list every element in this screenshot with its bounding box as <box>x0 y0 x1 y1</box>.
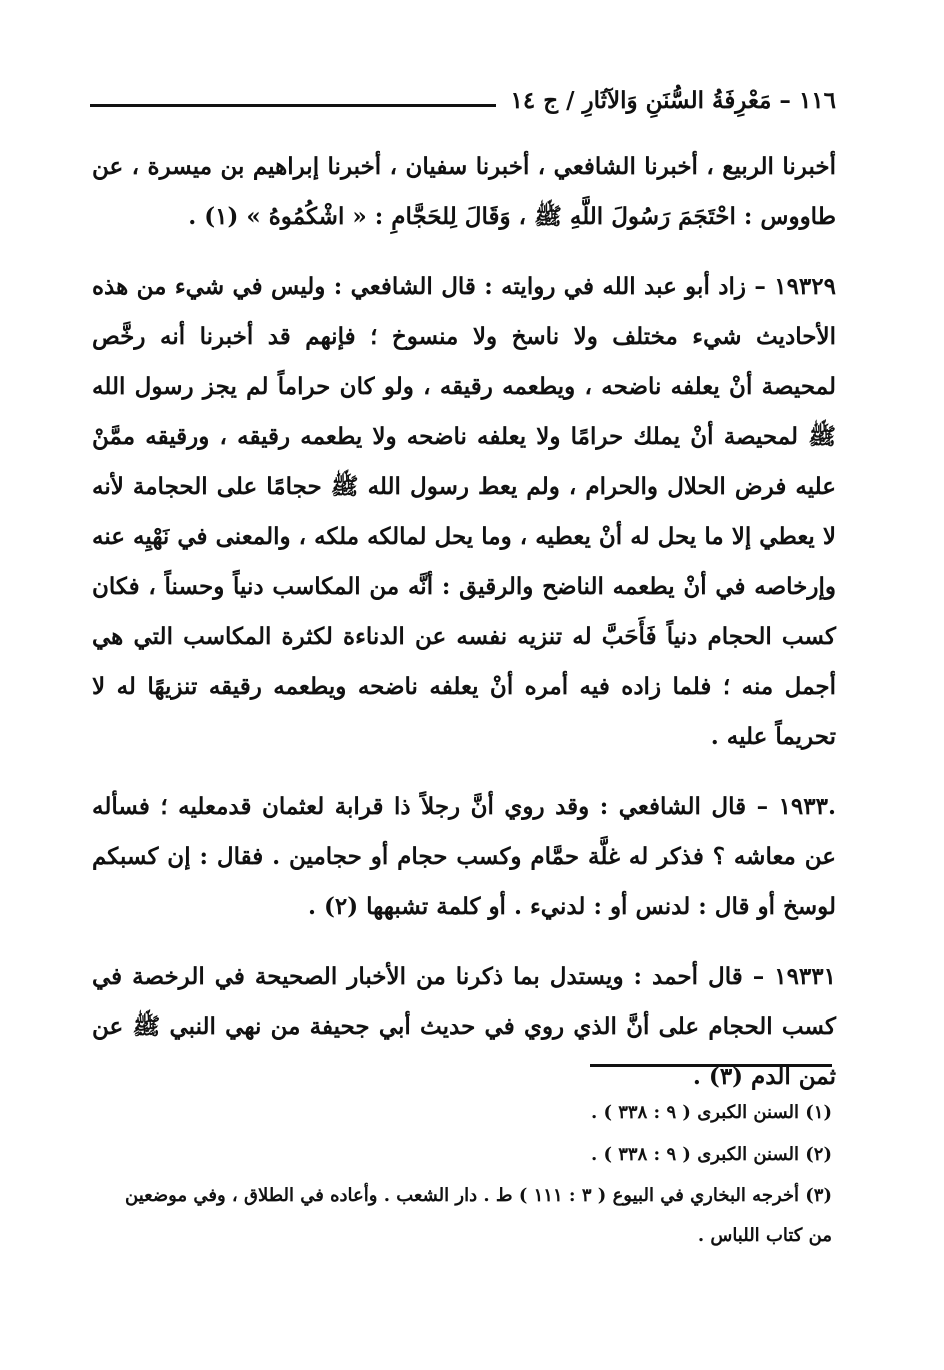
paragraph-isnad: أخبرنا الربيع ، أخبرنا الشافعي ، أخبرنا سفيان ، أخبرنا إبراهيم بن ميسرة ، عن طاووس : احْتَجَمَ رَسُولَ اللَّهِ ﷺ ، وَقَالَ لِلحَجَّامِ : « اشْكُمُوهُ » (١) . <box>92 153 836 230</box>
footnote-separator <box>590 1064 832 1067</box>
footnote-2: (٢) السنن الكبرى ( ٩ : ٣٣٨ ) . <box>590 1144 832 1165</box>
paragraph-1933: .١٩٣٣ – قال الشافعي : وقد روي أنَّ رجلاً ذا قرابة لعثمان قدمعليه ؛ فسأله عن معاشه ؟ فذكر له غلَّة حمَّام وكسب حجام أو حجامين . فقال : إن كسبكم لوسخ أو قال : لدنس أو : لدنيء . أو كلمة تشبهها (٢) . <box>92 793 836 920</box>
header-rule <box>90 104 496 107</box>
running-head <box>90 80 836 114</box>
footnotes <box>110 1092 832 1256</box>
running-head-title: ١١٦ – مَعْرِفَةُ السُّنَنِ وَالآثَارِ / ج ١٤ <box>510 87 836 114</box>
paragraph-19331: ١٩٣٣١ – قال أحمد : ويستدل بما ذكرنا من الأخبار الصحيحة في الرخصة في كسب الحجام على أنَّ الذي روي في حديث أبي جحيفة من نهي النبي ﷺ عن ثمن الدم (٣) . <box>92 963 836 1090</box>
footnote-1: (١) السنن الكبرى ( ٩ : ٣٣٨ ) . <box>590 1102 832 1123</box>
main-text <box>92 142 836 1122</box>
paragraph-19329: ١٩٣٢٩ – زاد أبو عبد الله في روايته : قال الشافعي : وليس في شيء من هذه الأحاديث شيء مختلف ولا ناسخ ولا منسوخ ؛ فإنهم قد أخبرنا أنه رخَّص لمحيصة أنْ يعلفه ناضحه ، ويطعمه رقيقه ، ولو كان حراماً لم يجز رسول الله ﷺ لمحيصة أنْ يملك حرامًا ولا يعلفه ناضحه ولا يطعمه رقيقه ، ورقيقه ممَّنْ عليه فرض الحلال والحرام ، ولم يعط رسول الله ﷺ حجامًا على الحجامة لأنه لا يعطي إلا ما يحل له أنْ يعطيه ، وما يحل لمالكه ملكه ، والمعنى في نَهْيِه عنه وإرخاصه في أنْ يطعمه الناضح والرقيق : أنَّه من المكاسب دنياً وحسناً ، فكان كسب الحجام دنياً فَأَحَبَّ له تنزيه نفسه عن الدناءة لكثرة المكاسب التي هي أجمل منه ؛ فلما زاده فيه أمره أنْ يعلفه ناضحه ويطعمه رقيقه تنزيهًا له لا تحريماً عليه . <box>92 273 836 750</box>
footnote-3: (٣) أخرجه البخاري في البيوع ( ٣ : ١١١ ) ط . دار الشعب . وأعاده في الطلاق ، وفي موضعين من كتاب اللباس . <box>125 1185 832 1246</box>
